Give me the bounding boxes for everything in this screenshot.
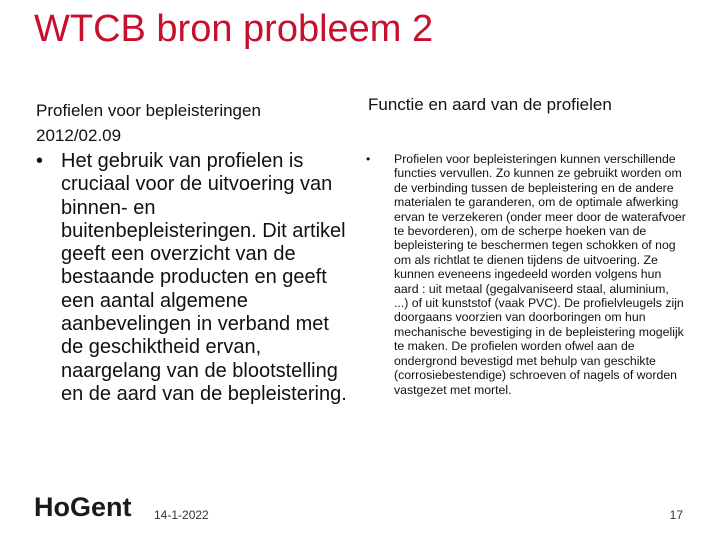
slide-date: 14-1-2022 bbox=[154, 508, 209, 522]
right-column-heading: Functie en aard van de profielen bbox=[368, 95, 612, 114]
list-item bbox=[36, 150, 356, 406]
page-number: 17 bbox=[669, 508, 683, 522]
hogent-logo: HoGent bbox=[34, 492, 132, 522]
left-column-heading: Profielen voor bepleisteringen 2012/02.09 bbox=[36, 101, 261, 145]
list-item bbox=[366, 152, 686, 397]
bullet-icon: • bbox=[366, 152, 371, 166]
bullet-text: Het gebruik van profielen is cruciaal voor de uitvoering van binnen- en buitenbepleisteringen. Dit artikel geeft een overzicht van de bestaande producten en geeft een aantal algemene aanbevelingen in verband met de geschiktheid ervan, naargelang van de blootstelling en de aard van de bepleistering. bbox=[61, 150, 347, 405]
left-bullet-list bbox=[36, 150, 356, 406]
bullet-icon: • bbox=[36, 150, 44, 172]
bullet-text: Profielen voor bepleisteringen kunnen verschillende functies vervullen. Zo kunnen ze gebruikt worden om de verbinding tussen de bepleistering en de andere materialen te garanderen, om de optimale afwerking ervan te verzekeren (onder meer door de waterafvoer te bevorderen), om de scherpe hoeken van de bepleistering te beschermen tegen schokken of nog om als richtlat te dienen tijdens de uitvoering. Ze kunnen eveneens ingedeeld worden volgens hun aard : uit metaal (gegalvaniseerd staal, aluminium, ...) of uit kunststof (vaak PVC). De profielvleugels zijn doorgaans voorzien van doorboringen om hun mechanische bevestiging in de bepleistering mogelijk te maken. De profielen worden ofwel aan de ondergrond bevestigd met behulp van geschikte (corrosiebestendige) schroeven of nagels of worden vastgezet met mortel. bbox=[394, 152, 686, 397]
right-bullet-list bbox=[366, 152, 686, 397]
slide-title: WTCB bron probleem 2 bbox=[34, 8, 434, 50]
